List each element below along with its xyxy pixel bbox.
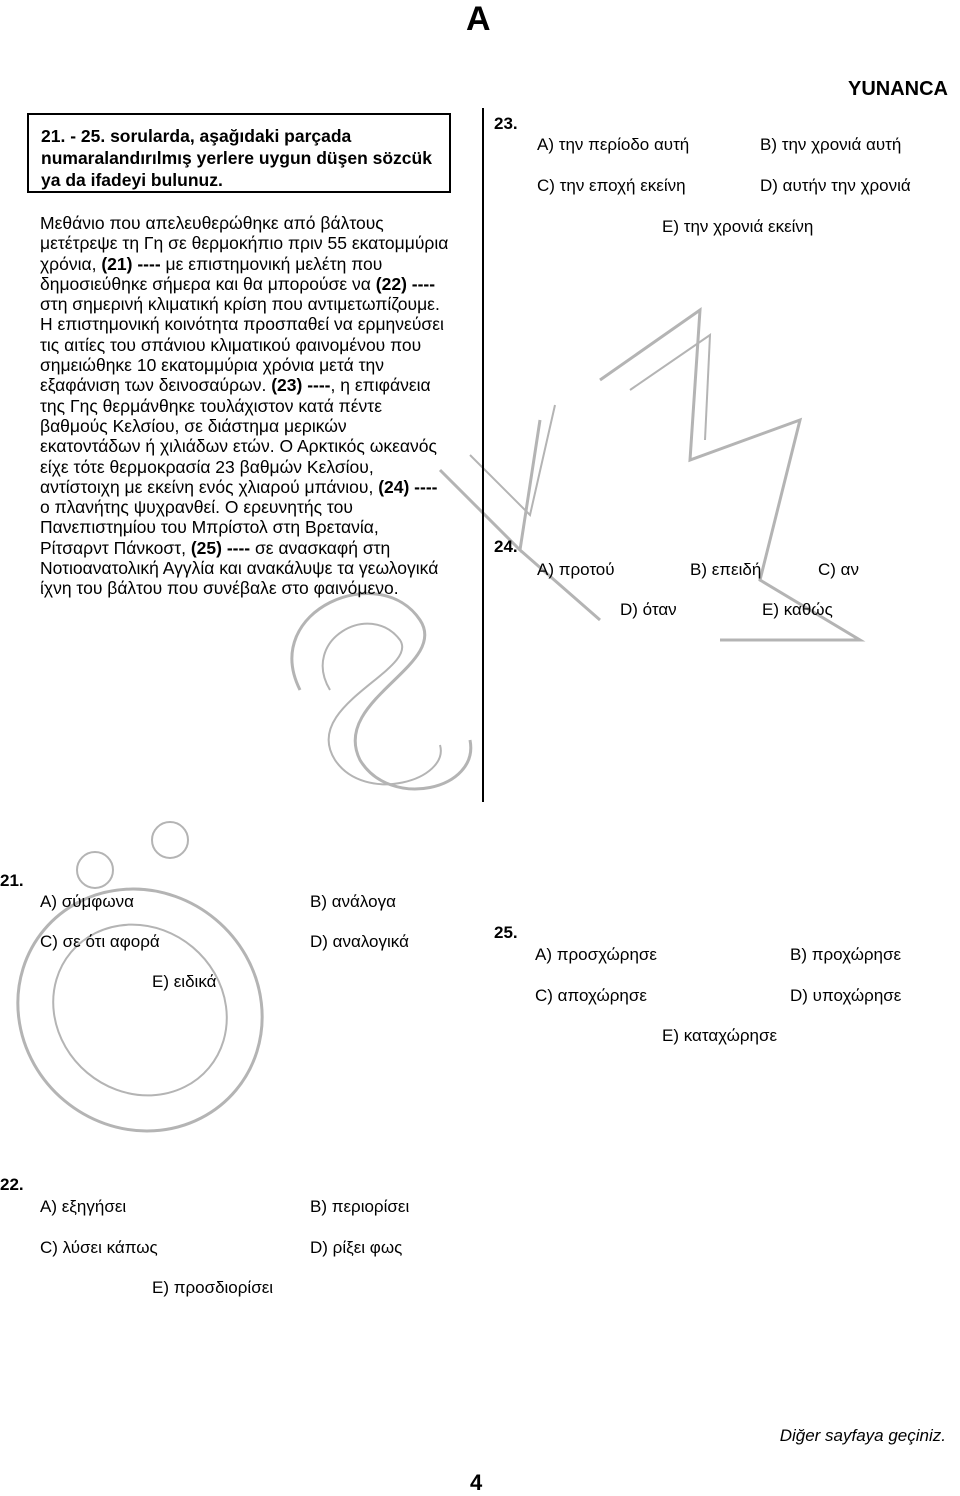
q24-option-b[interactable]: B) επειδή <box>690 560 762 579</box>
column-divider <box>482 108 484 802</box>
passage-text-4: , η επιφάνεια της Γης θερμάνθηκε τουλάχιστον κατά πέντε βαθμούς Κελσίου, σε διάστημα μερικών εκατοντάδων ή χιλιάδων ετών. Ο Αρκτικός ωκεανός είχε τότε θερμοκρασία 23 βαθμών Κελσίου, αντίστοιχη με εκείνη ενός χλιαρού μπάνιου, <box>40 375 437 497</box>
q25-option-b[interactable]: B) προχώρησε <box>790 945 902 964</box>
blank-25: (25) ---- <box>190 537 251 558</box>
q24-option-a[interactable]: A) προτού <box>537 560 615 579</box>
q22-option-e[interactable]: E) προσδιορίσει <box>152 1278 274 1297</box>
next-page-note: Diğer sayfaya geçiniz. <box>779 1426 946 1445</box>
blank-21: (21) ---- <box>101 253 161 274</box>
question-22-number: 22. <box>0 1175 24 1194</box>
q22-option-b[interactable]: B) περιορίσει <box>310 1197 410 1216</box>
q25-option-d[interactable]: D) υποχώρησε <box>790 986 902 1005</box>
q25-option-c[interactable]: C) αποχώρησε <box>535 986 647 1005</box>
instructions-box <box>27 113 451 193</box>
q23-option-e[interactable]: E) την χρονιά εκείνη <box>662 217 814 236</box>
instructions-text: 21. - 25. sorularda, aşağıdaki parçada numaralandırılmış yerlere uygun düşen sözcük ya da ifadeyi bulunuz. <box>41 126 432 190</box>
q23-option-a[interactable]: A) την περίοδο αυτή <box>537 135 690 154</box>
page-number: 4 <box>470 1470 483 1495</box>
q22-option-a[interactable]: A) εξηγήσει <box>40 1197 127 1216</box>
q22-option-d[interactable]: D) ρίξει φως <box>310 1238 403 1257</box>
q25-option-a[interactable]: A) προσχώρησε <box>535 945 658 964</box>
blank-23: (23) ---- <box>271 375 331 396</box>
q22-option-c[interactable]: C) λύσει κάπως <box>40 1238 158 1257</box>
q23-option-b[interactable]: B) την χρονιά αυτή <box>760 135 902 154</box>
passage-text-5: ο πλανήτης ψυχρανθεί. Ο ερευνητής του Πανεπιστημίου του Μπρίστολ στη Βρετανία, Ρίτσαρντ Πάνκοστ, <box>40 497 379 558</box>
passage-text-1: Μεθάνιο που απελευθερώθηκε από βάλτους μετέτρεψε τη Γη σε θερμοκήπιο πριν 55 εκατομμύρια χρόνια, <box>40 213 449 274</box>
q24-option-c[interactable]: C) αν <box>818 560 859 579</box>
reading-passage <box>40 213 450 599</box>
q21-option-a[interactable]: A) σύμφωνα <box>40 892 134 911</box>
q21-option-b[interactable]: B) ανάλογα <box>310 892 396 911</box>
q23-option-d[interactable]: D) αυτήν την χρονιά <box>760 176 911 195</box>
q24-option-e[interactable]: E) καθώς <box>762 600 833 619</box>
question-25-number: 25. <box>494 923 518 942</box>
q25-option-e[interactable]: E) καταχώρησε <box>662 1026 778 1045</box>
blank-24: (24) ---- <box>378 476 438 497</box>
q21-option-e[interactable]: E) ειδικά <box>152 972 217 991</box>
question-24-number: 24. <box>494 537 518 556</box>
passage-text-2: με επιστημονική μελέτη που δημοσιεύθηκε σήμερα και θα μπορούσε να <box>40 253 383 294</box>
booklet-letter: A <box>466 0 491 38</box>
q21-option-c[interactable]: C) σε ότι αφορά <box>40 932 160 951</box>
q24-option-d[interactable]: D) όταν <box>620 600 677 619</box>
question-21-number: 21. <box>0 871 24 890</box>
passage-text-6: σε ανασκαφή στη Νοτιοανατολική Αγγλία και ανακάλυψε τα γεωλογικά ίχνη του βάλτου που συνέβαλε στο φαινόμενο. <box>40 537 439 599</box>
passage-text-3: στη σημερινή κλιματική κρίση που αντιμετωπίζουμε. Η επιστημονική κοινότητα προσπαθεί να ερμηνεύσει τις αιτίες του σπάνιου κλιματικού φαινομένου που σημειώθηκε 10 εκατομμύρια χρόνια μετά την εξαφάνιση των δεινοσαύρων. <box>40 294 444 396</box>
subject-title: YUNANCA <box>848 78 948 100</box>
blank-22: (22) ---- <box>375 273 436 294</box>
q23-option-c[interactable]: C) την εποχή εκείνη <box>537 176 686 195</box>
question-23-number: 23. <box>494 114 518 133</box>
q21-option-d[interactable]: D) αναλογικά <box>310 932 409 951</box>
